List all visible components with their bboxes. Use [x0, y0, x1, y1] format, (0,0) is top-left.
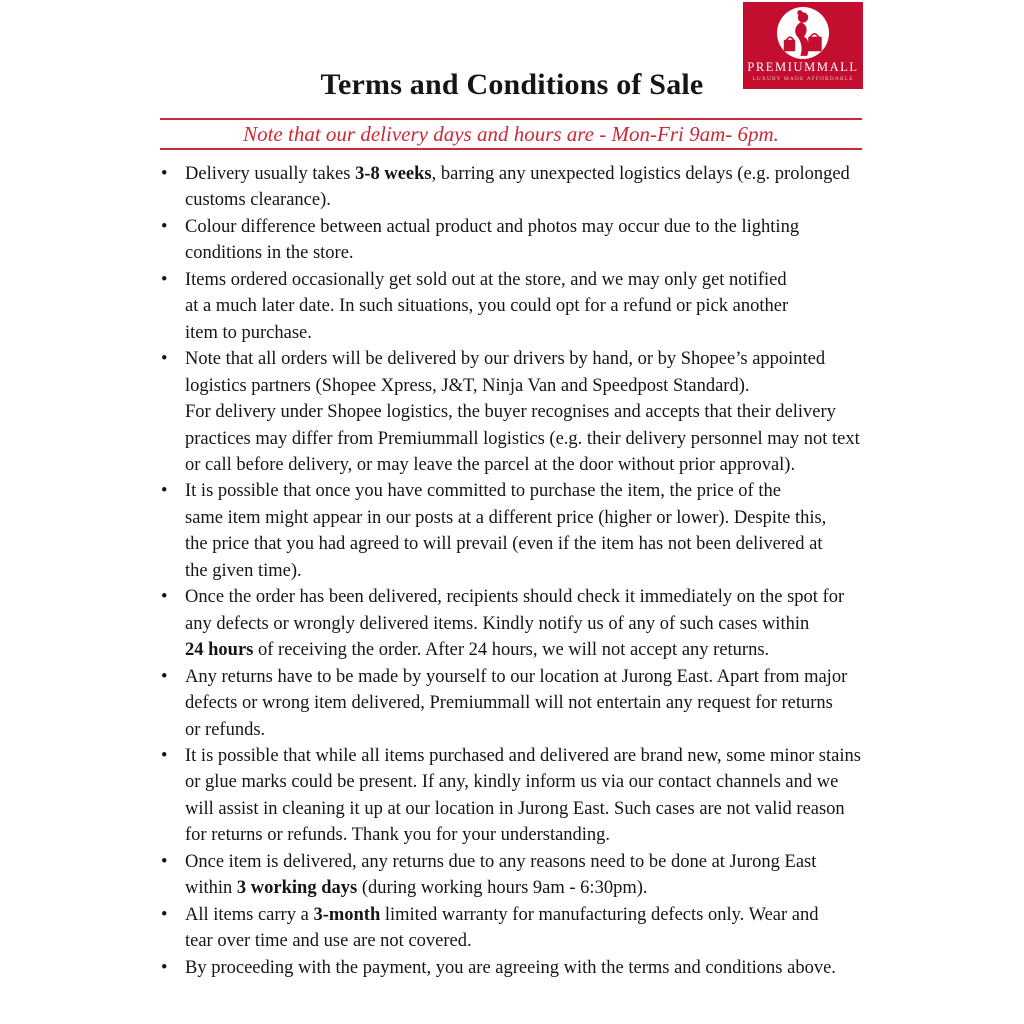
term-text: Any returns have to be made by yourself to our location at Jurong East. Apart from major defects or wrong item delivered, Premiummall will not entertain any request for returns or refunds.	[185, 666, 848, 740]
term-text: All items carry a 3-month limited warranty for manufacturing defects only. Wear and tear over time and use are not covered.	[185, 904, 819, 952]
bullet-icon: •	[161, 957, 168, 978]
term-text: Note that all orders will be delivered by our drivers by hand, or by Shopee’s appointed logistics partners (Shopee Xpress, J&T, Ninja Van and Speedpost Standard). For delivery under Shopee logistics, the buyer recognises and accepts that their delivery practices may differ from Premiummall logistics (e.g. their delivery personnel may not text or call before delivery, or may leave the parcel at the door without prior approval).	[185, 349, 860, 475]
bullet-icon: •	[161, 481, 168, 502]
logo-tagline: LUXURY MADE AFFORDABLE	[752, 76, 854, 82]
bullet-icon: •	[161, 851, 168, 872]
bullet-icon: •	[161, 666, 168, 687]
term-text: Once the order has been delivered, recipients should check it immediately on the spot for any defects or wrongly delivered items. Kindly notify us of any of such cases within 24 hours of receiving the order. After 24 hours, we will not accept any returns.	[185, 587, 845, 661]
list-item	[161, 161, 873, 214]
list-item	[161, 478, 873, 584]
bullet-icon: •	[161, 216, 168, 237]
notice-text: Note that our delivery days and hours are - Mon-Fri 9am- 6pm.	[243, 122, 779, 146]
term-text: Once item is delivered, any returns due to any reasons need to be done at Jurong East within 3 working days (during working hours 9am - 6:30pm).	[185, 851, 817, 899]
list-item	[161, 902, 873, 955]
term-text: Delivery usually takes 3-8 weeks, barring any unexpected logistics delays (e.g. prolonged customs clearance).	[185, 164, 850, 211]
logo-wordmark: PREMIUMMALL	[747, 60, 859, 74]
bullet-icon: •	[161, 745, 168, 766]
notice-divider-top	[160, 118, 862, 120]
page-title: Terms and Conditions of Sale	[320, 68, 704, 101]
list-item	[161, 743, 873, 849]
list-item	[161, 955, 873, 981]
term-text: By proceeding with the payment, you are agreeing with the terms and conditions above.	[185, 957, 836, 978]
list-item	[161, 584, 873, 663]
list-item	[161, 346, 873, 478]
term-text: It is possible that once you have committed to purchase the item, the price of the same item might appear in our posts at a different price (higher or lower). Despite this, the price that you had agreed to will prevail (even if the item has not been delivered at the given time).	[185, 481, 827, 581]
logo-circle	[777, 7, 829, 59]
bullet-icon: •	[161, 164, 168, 184]
bullet-icon: •	[161, 587, 168, 608]
bullet-icon: •	[161, 904, 168, 925]
list-item	[161, 849, 873, 902]
woman-shopper-icon	[777, 7, 829, 59]
terms-list	[161, 161, 873, 981]
list-item	[161, 664, 873, 743]
term-text: Items ordered occasionally get sold out at the store, and we may only get notified at a much later date. In such situations, you could opt for a refund or pick another item to purchase.	[185, 269, 789, 343]
notice-divider-bottom	[160, 148, 862, 150]
bullet-icon: •	[161, 349, 168, 370]
list-item	[161, 267, 873, 346]
bullet-icon: •	[161, 269, 168, 290]
term-text: It is possible that while all items purchased and delivered are brand new, some minor stains or glue marks could be present. If any, kindly inform us via our contact channels and we will assist in cleaning it up at our location in Jurong East. Such cases are not valid reason for returns or refunds. Thank you for your understanding.	[185, 745, 861, 846]
list-item	[161, 214, 873, 267]
term-text: Colour difference between actual product and photos may occur due to the lighting conditions in the store.	[185, 216, 800, 264]
